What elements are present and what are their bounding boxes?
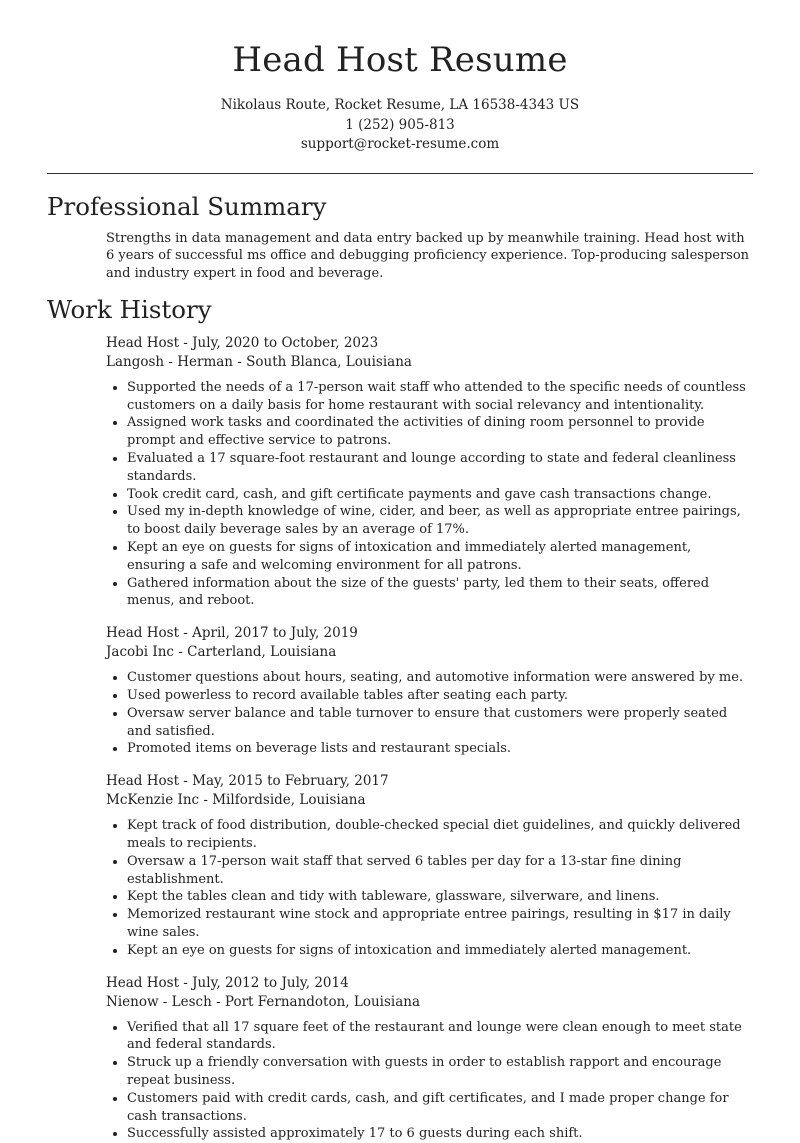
job-title: Head Host - April, 2017 to July, 2019 xyxy=(106,625,358,642)
job-bullet: • Used powerless to record available tables after seating each party. xyxy=(127,687,753,705)
job-bullet: • Took credit card, cash, and gift certificate payments and gave cash transactions change. xyxy=(127,486,753,504)
job-company: McKenzie Inc - Milfordside, Louisiana xyxy=(106,792,366,809)
job-bullet: • Oversaw server balance and table turnover to ensure that customers were properly seated and satisfied. xyxy=(127,705,753,741)
job-entry xyxy=(106,624,753,758)
job-title: Head Host - May, 2015 to February, 2017 xyxy=(106,773,389,790)
job-title: Head Host - July, 2012 to July, 2014 xyxy=(106,974,349,991)
job-bullet: • Evaluated a 17 square-foot restaurant and lounge according to state and federal cleanliness standards. xyxy=(127,450,753,486)
job-title: Head Host - July, 2020 to October, 2023 xyxy=(106,334,379,351)
summary-heading: Professional Summary xyxy=(47,191,327,221)
work-history-section xyxy=(0,295,800,1143)
resume-header xyxy=(0,0,800,155)
job-bullet: • Struck up a friendly conversation with guests in order to establish rapport and encourage repeat business. xyxy=(127,1054,753,1090)
work-history-heading: Work History xyxy=(47,294,212,324)
job-bullet: • Gathered information about the size of the guests' party, led them to their seats, offered menus, and reboot. xyxy=(127,575,753,611)
summary-text: Strengths in data management and data entry backed up by meanwhile training. Head host with 6 years of successful ms office and debugging proficiency experience. Top-producing salesperson and industry expert in food and beverage. xyxy=(106,230,750,282)
job-bullet: • Kept an eye on guests for signs of intoxication and immediately alerted management. xyxy=(127,942,753,960)
header-divider xyxy=(47,173,753,174)
job-entry xyxy=(106,772,753,959)
job-bullet: • Promoted items on beverage lists and restaurant specials. xyxy=(127,740,753,758)
job-bullet: • Supported the needs of a 17-person wait staff who attended to the specific needs of countless customers on a daily basis for home restaurant with social relevancy and intentionality. xyxy=(127,379,753,415)
job-bullet-list xyxy=(106,669,753,758)
resume-title: Head Host Resume xyxy=(232,40,568,80)
contact-email: support@rocket-resume.com xyxy=(300,136,500,152)
job-bullet: • Verified that all 17 square feet of the restaurant and lounge were clean enough to meet state and federal standards. xyxy=(127,1019,753,1055)
job-bullet: • Assigned work tasks and coordinated the activities of dining room personnel to provide prompt and effective service to patrons. xyxy=(127,414,753,450)
job-bullet: • Customer questions about hours, seating, and automotive information were answered by me. xyxy=(127,669,753,687)
job-bullet: • Kept track of food distribution, double-checked special diet guidelines, and quickly delivered meals to recipients. xyxy=(127,817,753,853)
job-bullet: • Customers paid with credit cards, cash, and gift certificates, and I made proper change for cash transactions. xyxy=(127,1090,753,1126)
job-bullet-list xyxy=(106,1019,753,1143)
job-bullet: • Kept the tables clean and tidy with tableware, glassware, silverware, and linens. xyxy=(127,888,753,906)
job-bullet: • Used my in-depth knowledge of wine, cider, and beer, as well as appropriate entree pairings, to boost daily beverage sales by an average of 17%. xyxy=(127,503,753,539)
contact-phone: 1 (252) 905-813 xyxy=(345,116,455,133)
job-entry xyxy=(106,974,753,1143)
job-bullet: • Successfully assisted approximately 17 to 6 guests during each shift. xyxy=(127,1125,753,1143)
job-list xyxy=(106,334,753,1143)
job-bullet: • Memorized restaurant wine stock and appropriate entree pairings, resulting in $17 in daily wine sales. xyxy=(127,906,753,942)
job-bullet: • Kept an eye on guests for signs of intoxication and immediately alerted management, ensuring a safe and welcoming environment for all patrons. xyxy=(127,539,753,575)
job-company: Jacobi Inc - Carterland, Louisiana xyxy=(106,644,337,661)
job-entry xyxy=(106,334,753,610)
job-bullet-list xyxy=(106,817,753,959)
job-bullet-list xyxy=(106,379,753,610)
job-company: Nienow - Lesch - Port Fernandoton, Louisiana xyxy=(106,993,421,1010)
contact-address: Nikolaus Route, Rocket Resume, LA 16538-4343 US xyxy=(220,97,580,113)
job-company: Langosh - Herman - South Blanca, Louisiana xyxy=(106,353,412,370)
summary-section xyxy=(0,192,800,283)
job-bullet: • Oversaw a 17-person wait staff that served 6 tables per day for a 13-star fine dining establishment. xyxy=(127,853,753,889)
